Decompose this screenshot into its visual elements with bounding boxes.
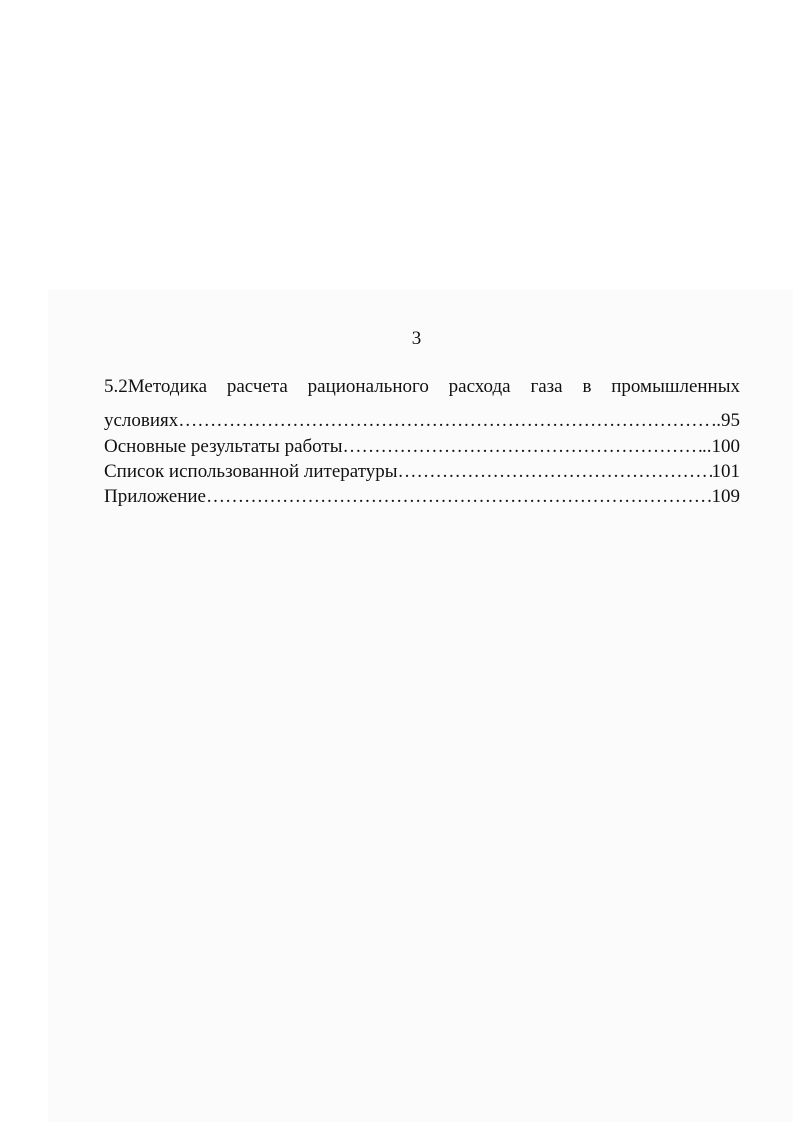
- toc-word: в: [582, 376, 592, 397]
- toc-word: рационального: [307, 376, 429, 397]
- toc-entry-methodology: [104, 374, 740, 433]
- toc-page-number: 101: [711, 461, 740, 482]
- toc-leader-tail: ..: [711, 410, 721, 431]
- toc-word: промышленных: [611, 376, 740, 397]
- toc-entry-text: Приложение: [104, 486, 206, 507]
- toc-word: расхода: [448, 376, 511, 397]
- dot-leader: [342, 434, 702, 459]
- toc-entry-line: [104, 484, 740, 509]
- toc-word: 5.2Методика: [104, 376, 208, 397]
- toc-entry-references: [104, 459, 740, 484]
- dot-leader: [398, 459, 712, 484]
- toc-entry-text: Список использованной литературы: [104, 461, 398, 482]
- toc-leader-tail: ..: [702, 436, 712, 457]
- toc-page-number: 100: [711, 436, 740, 457]
- toc-entry-line: [104, 459, 740, 484]
- toc-page-number: 95: [721, 410, 740, 431]
- toc-entry-appendix: [104, 484, 740, 509]
- toc-entry-line: [104, 434, 740, 459]
- toc-word: расчета: [226, 376, 288, 397]
- dot-leader: [206, 484, 712, 509]
- table-of-contents: [104, 374, 740, 509]
- toc-entry-title-line: [104, 374, 740, 400]
- toc-word: газа: [530, 376, 563, 397]
- toc-page-number: 109: [711, 486, 740, 507]
- dot-leader: [178, 408, 711, 433]
- page-number: 3: [411, 328, 422, 349]
- toc-entry-text: Основные результаты работы: [104, 436, 343, 457]
- toc-entry-continuation-line: [104, 408, 740, 433]
- toc-entry-results: [104, 434, 740, 459]
- toc-entry-text: условиях: [104, 410, 179, 431]
